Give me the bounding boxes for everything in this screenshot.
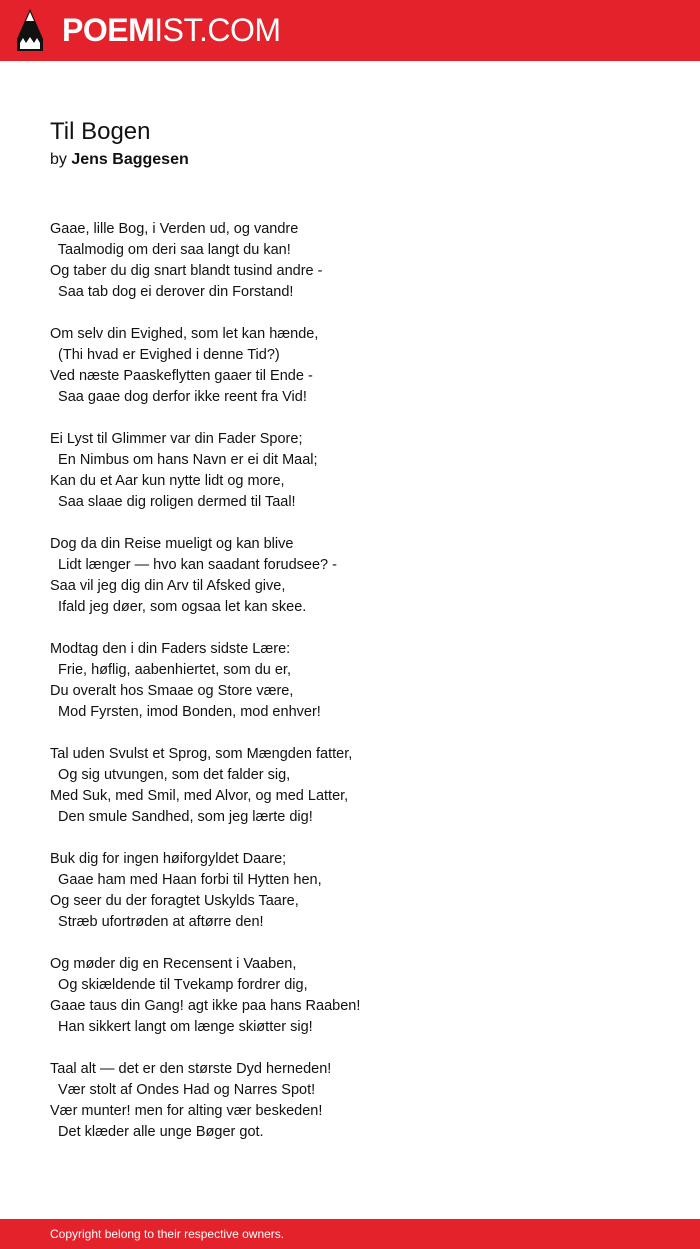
pencil-icon[interactable] (17, 9, 43, 51)
poem-line: Vær stolt af Ondes Had og Narres Spot! (50, 1082, 316, 1098)
poem-line: Og møder dig en Recensent i Vaaben, (50, 956, 297, 972)
poem-line: Det klæder alle unge Bøger got. (50, 1124, 264, 1140)
poem-line: Saa slaae dig roligen dermed til Taal! (50, 494, 296, 510)
poem-line: Og sig utvungen, som det falder sig, (50, 767, 291, 783)
poem-line: Ved næste Paaskeflytten gaaer til Ende - (50, 368, 313, 384)
poem-line: Og taber du dig snart blandt tusind andre - (50, 263, 323, 279)
poem-line: Stræb ufortrøden at aftørre den! (50, 914, 264, 930)
poem-line: Og seer du der foragtet Uskylds Taare, (50, 893, 299, 909)
poem-title: Til Bogen (50, 118, 151, 145)
poem-line: En Nimbus om hans Navn er ei dit Maal; (50, 452, 318, 468)
poem-stanza (50, 849, 650, 933)
logo-light-text: IST.COM (154, 12, 281, 48)
poem-line: Tal uden Svulst et Sprog, som Mængden fatter, (50, 746, 353, 762)
poem-stanza (50, 534, 650, 618)
poem-body (50, 219, 650, 1143)
poem-author[interactable]: Jens Baggesen (71, 151, 189, 168)
poem-line: Gaae taus din Gang! agt ikke paa hans Raaben! (50, 998, 361, 1014)
poem-line: Kan du et Aar kun nytte lidt og more, (50, 473, 285, 489)
site-header (0, 0, 700, 61)
poem-stanza (50, 639, 650, 723)
poem-byline (50, 149, 650, 171)
poem-line: Saa vil jeg dig din Arv til Afsked give, (50, 578, 286, 594)
poem-line: Frie, høflig, aabenhiertet, som du er, (50, 662, 291, 678)
poem-line: Gaae, lille Bog, i Verden ud, og vandre (50, 221, 299, 237)
poem-line: Ifald jeg døer, som ogsaa let kan skee. (50, 599, 307, 615)
poem-line: Og skiældende til Tvekamp fordrer dig, (50, 977, 308, 993)
poem-stanza (50, 954, 650, 1038)
copyright-text: Copyright belong to their respective owners. (50, 1227, 285, 1241)
poem-stanza (50, 744, 650, 828)
poem-line: Dog da din Reise mueligt og kan blive (50, 536, 294, 552)
poem-stanza (50, 1059, 650, 1143)
poem-stanza (50, 219, 650, 303)
poem-line: Gaae ham med Haan forbi til Hytten hen, (50, 872, 322, 888)
poem-line: Med Suk, med Smil, med Alvor, og med Latter, (50, 788, 349, 804)
poem-line: (Thi hvad er Evighed i denne Tid?) (50, 347, 280, 363)
poem-line: Lidt længer — hvo kan saadant forudsee? - (50, 557, 337, 573)
poem-line: Om selv din Evighed, som let kan hænde, (50, 326, 319, 342)
site-footer (0, 1219, 700, 1249)
poem-line: Ei Lyst til Glimmer var din Fader Spore; (50, 431, 303, 447)
logo-bold-text: POEM (62, 12, 155, 48)
poem-line: Taal alt — det er den største Dyd herneden! (50, 1061, 332, 1077)
poem-content (50, 116, 650, 1164)
poem-line: Modtag den i din Faders sidste Lære: (50, 641, 291, 657)
poem-line: Saa tab dog ei derover din Forstand! (50, 284, 294, 300)
poem-line: Taalmodig om deri saa langt du kan! (50, 242, 291, 258)
poem-line: Saa gaae dog derfor ikke reent fra Vid! (50, 389, 307, 405)
poem-line: Mod Fyrsten, imod Bonden, mod enhver! (50, 704, 321, 720)
poem-line: Du overalt hos Smaae og Store være, (50, 683, 294, 699)
by-label: by (50, 151, 67, 168)
site-logo[interactable] (62, 10, 281, 50)
poem-line: Han sikkert langt om længe skiøtter sig! (50, 1019, 313, 1035)
poem-stanza (50, 429, 650, 513)
poem-line: Buk dig for ingen høiforgyldet Daare; (50, 851, 287, 867)
poem-line: Den smule Sandhed, som jeg lærte dig! (50, 809, 313, 825)
poem-stanza (50, 324, 650, 408)
poem-line: Vær munter! men for alting vær beskeden! (50, 1103, 323, 1119)
